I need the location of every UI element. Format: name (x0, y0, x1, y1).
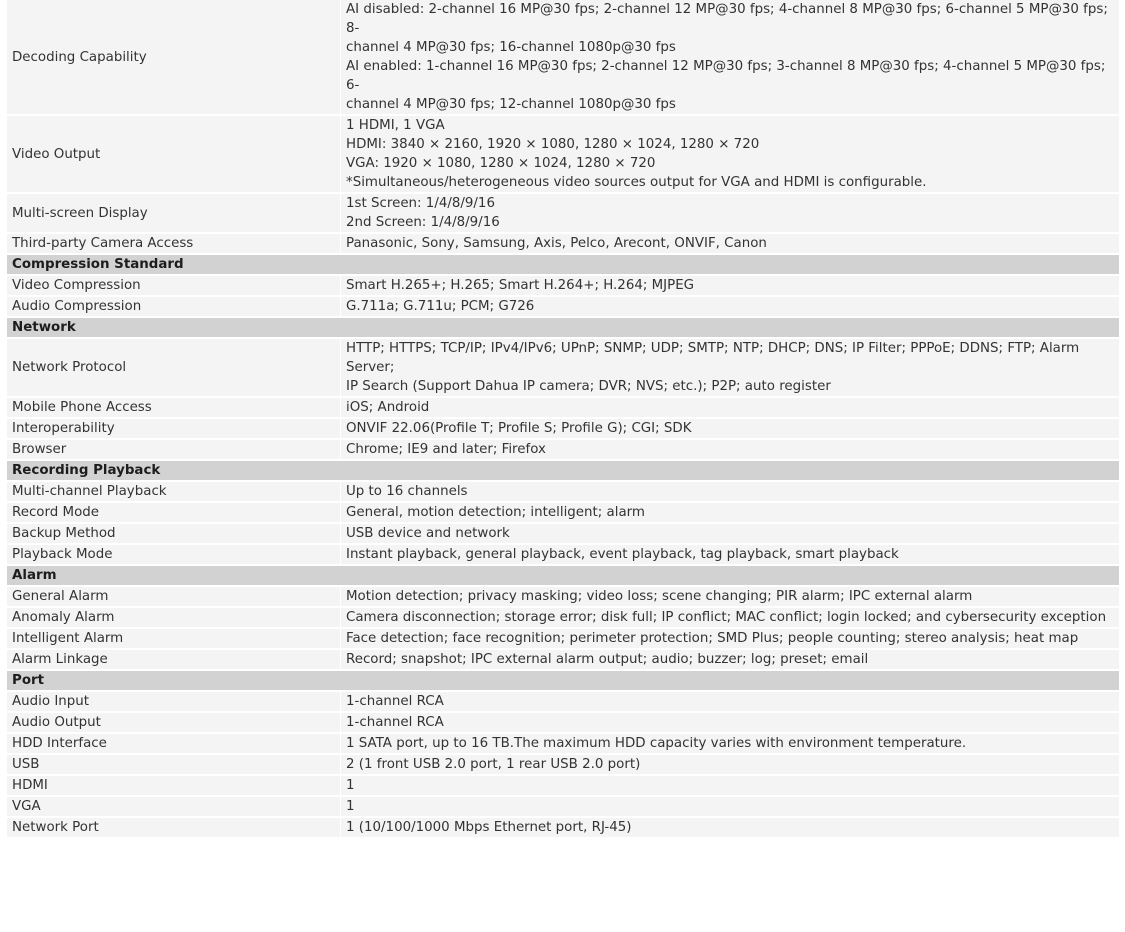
spec-value (340, 234, 1119, 255)
spec-value (340, 419, 1119, 440)
spec-value-line: G.711a; G.711u; PCM; G726 (346, 299, 535, 314)
spec-value (340, 524, 1119, 545)
spec-value (340, 650, 1119, 671)
spec-label: HDD Interface (7, 734, 340, 755)
spec-row-alarm-linkage (7, 650, 1119, 671)
spec-label: Backup Method (7, 524, 340, 545)
spec-value (340, 297, 1119, 318)
spec-label: Decoding Capability (7, 0, 340, 116)
section-title: Recording Playback (7, 461, 1119, 482)
spec-value-line: 1 (346, 778, 355, 793)
spec-value-line: 1-channel RCA (346, 715, 444, 730)
spec-row-interoperability (7, 419, 1119, 440)
spec-row-video-output (7, 116, 1119, 194)
spec-value (340, 194, 1119, 234)
spec-row-hdd-interface (7, 734, 1119, 755)
spec-value-line: Motion detection; privacy masking; video loss; scene changing; PIR alarm; IPC external alarm (346, 589, 973, 604)
spec-row-anomaly-alarm (7, 608, 1119, 629)
spec-label: HDMI (7, 776, 340, 797)
spec-value-line: AI enabled: 1-channel 16 MP@30 fps; 2-channel 12 MP@30 fps; 3-channel 8 MP@30 fps; 4-channel 5 MP@30 fps; 6- (346, 59, 1106, 93)
spec-value (340, 116, 1119, 194)
spec-value-line: IP Search (Support Dahua IP camera; DVR; NVS; etc.); P2P; auto register (346, 379, 831, 394)
spec-value-line: Instant playback, general playback, event playback, tag playback, smart playback (346, 547, 899, 562)
spec-label: Multi-channel Playback (7, 482, 340, 503)
spec-row-general-alarm (7, 587, 1119, 608)
spec-row-audio-output (7, 713, 1119, 734)
spec-value-line: iOS; Android (346, 400, 430, 415)
spec-label: Video Output (7, 116, 340, 194)
spec-value-line: Up to 16 channels (346, 484, 468, 499)
spec-value (340, 503, 1119, 524)
spec-value-line: Panasonic, Sony, Samsung, Axis, Pelco, Arecont, ONVIF, Canon (346, 236, 767, 251)
section-header-network (7, 318, 1119, 339)
spec-value-line: Smart H.265+; H.265; Smart H.264+; H.264; MJPEG (346, 278, 695, 293)
spec-value-line: 1 (10/100/1000 Mbps Ethernet port, RJ-45) (346, 820, 632, 835)
section-header-alarm (7, 566, 1119, 587)
spec-value (340, 734, 1119, 755)
spec-value (340, 608, 1119, 629)
section-title: Port (7, 671, 1119, 692)
spec-value (340, 339, 1119, 398)
spec-table-body (7, 0, 1119, 839)
spec-value-line: VGA: 1920 × 1080, 1280 × 1024, 1280 × 720 (346, 156, 656, 171)
spec-value-line: Chrome; IE9 and later; Firefox (346, 442, 546, 457)
spec-row-intelligent-alarm (7, 629, 1119, 650)
spec-row-multi-channel-playback (7, 482, 1119, 503)
spec-value-line: ONVIF 22.06(Profile T; Profile S; Profile G); CGI; SDK (346, 421, 692, 436)
spec-label: Audio Output (7, 713, 340, 734)
spec-label: Browser (7, 440, 340, 461)
spec-label: Network Port (7, 818, 340, 839)
spec-value (340, 440, 1119, 461)
spec-value (340, 713, 1119, 734)
spec-value-line: Record; snapshot; IPC external alarm output; audio; buzzer; log; preset; email (346, 652, 869, 667)
spec-value-line: channel 4 MP@30 fps; 12-channel 1080p@30 fps (346, 97, 676, 112)
spec-value-line: channel 4 MP@30 fps; 16-channel 1080p@30 fps (346, 40, 676, 55)
spec-value-line: USB device and network (346, 526, 510, 541)
spec-value-line: Face detection; face recognition; perimeter protection; SMD Plus; people counting; stereo analysis; heat map (346, 631, 1079, 646)
spec-row-multi-screen-display (7, 194, 1119, 234)
spec-value-line: AI disabled: 2-channel 16 MP@30 fps; 2-channel 12 MP@30 fps; 4-channel 8 MP@30 fps; 6-channel 5 MP@30 fps; 8- (346, 2, 1108, 36)
spec-row-third-party-camera-access (7, 234, 1119, 255)
spec-value-line: HDMI: 3840 × 2160, 1920 × 1080, 1280 × 1024, 1280 × 720 (346, 137, 760, 152)
spec-row-record-mode (7, 503, 1119, 524)
spec-value (340, 818, 1119, 839)
spec-value (340, 587, 1119, 608)
spec-value-line: 2nd Screen: 1/4/8/9/16 (346, 215, 500, 230)
spec-row-vga (7, 797, 1119, 818)
spec-label: Mobile Phone Access (7, 398, 340, 419)
spec-value (340, 545, 1119, 566)
spec-label: Anomaly Alarm (7, 608, 340, 629)
spec-row-audio-compression (7, 297, 1119, 318)
section-title: Alarm (7, 566, 1119, 587)
spec-value-line: 1 SATA port, up to 16 TB.The maximum HDD capacity varies with environment temperature. (346, 736, 967, 751)
section-title: Compression Standard (7, 255, 1119, 276)
spec-value (340, 0, 1119, 116)
spec-value-line: Camera disconnection; storage error; disk full; IP conflict; MAC conflict; login locked; and cybersecurity exception (346, 610, 1107, 625)
spec-value (340, 629, 1119, 650)
spec-label: Interoperability (7, 419, 340, 440)
spec-label: VGA (7, 797, 340, 818)
spec-table (7, 0, 1119, 839)
section-title: Network (7, 318, 1119, 339)
spec-label: Record Mode (7, 503, 340, 524)
spec-row-mobile-phone-access (7, 398, 1119, 419)
spec-label: Video Compression (7, 276, 340, 297)
spec-value-line: 1 HDMI, 1 VGA (346, 118, 445, 133)
section-header-port (7, 671, 1119, 692)
spec-row-video-compression (7, 276, 1119, 297)
spec-value (340, 776, 1119, 797)
spec-value-line: *Simultaneous/heterogeneous video sources output for VGA and HDMI is configurable. (346, 175, 927, 190)
spec-value (340, 692, 1119, 713)
spec-value-line: 1-channel RCA (346, 694, 444, 709)
spec-row-hdmi (7, 776, 1119, 797)
spec-value-line: HTTP; HTTPS; TCP/IP; IPv4/IPv6; UPnP; SNMP; UDP; SMTP; NTP; DHCP; DNS; IP Filter; PPPoE; DDNS; FTP; Alarm Server; (346, 341, 1080, 375)
spec-row-network-port (7, 818, 1119, 839)
spec-label: General Alarm (7, 587, 340, 608)
spec-row-browser (7, 440, 1119, 461)
spec-label: Third-party Camera Access (7, 234, 340, 255)
spec-label: USB (7, 755, 340, 776)
spec-value (340, 482, 1119, 503)
spec-label: Multi-screen Display (7, 194, 340, 234)
spec-label: Audio Compression (7, 297, 340, 318)
spec-value (340, 797, 1119, 818)
spec-label: Intelligent Alarm (7, 629, 340, 650)
spec-value (340, 398, 1119, 419)
spec-value-line: 1st Screen: 1/4/8/9/16 (346, 196, 495, 211)
section-header-compression-standard (7, 255, 1119, 276)
spec-value (340, 276, 1119, 297)
spec-row-network-protocol (7, 339, 1119, 398)
spec-value (340, 755, 1119, 776)
spec-row-playback-mode (7, 545, 1119, 566)
spec-value-line: 2 (1 front USB 2.0 port, 1 rear USB 2.0 port) (346, 757, 641, 772)
spec-row-usb (7, 755, 1119, 776)
spec-row-decoding-capability (7, 0, 1119, 116)
spec-label: Audio Input (7, 692, 340, 713)
spec-row-backup-method (7, 524, 1119, 545)
spec-label: Playback Mode (7, 545, 340, 566)
spec-row-audio-input (7, 692, 1119, 713)
spec-value-line: 1 (346, 799, 355, 814)
spec-label: Alarm Linkage (7, 650, 340, 671)
spec-value-line: General, motion detection; intelligent; alarm (346, 505, 645, 520)
section-header-recording-playback (7, 461, 1119, 482)
spec-label: Network Protocol (7, 339, 340, 398)
